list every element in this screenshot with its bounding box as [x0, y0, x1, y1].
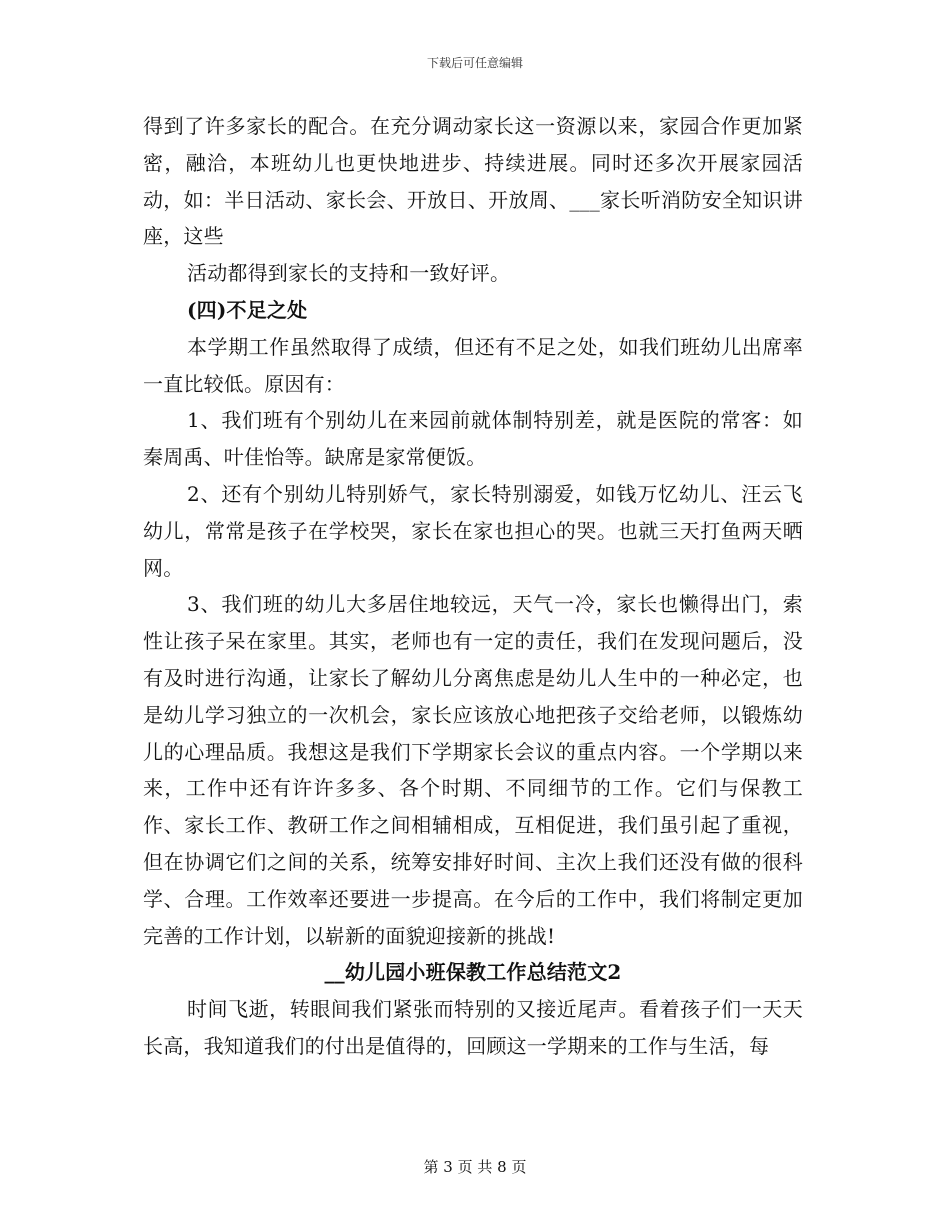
section-heading-shortcomings: (四)不足之处 [187, 297, 308, 322]
document-body [143, 108, 803, 1065]
paragraph-activities: 活动都得到家长的支持和一致好评。 [187, 261, 511, 286]
page-footer: 第 3 页 共 8 页 [423, 1158, 527, 1176]
page-header: 下载后可任意编辑 [426, 56, 523, 70]
paragraph-reason-2: 2、还有个别幼儿特别娇气，家长特别溺爱，如钱万忆幼儿、汪云飞幼儿，常常是孩子在学校哭，家长在家也担心的哭。也就三天打鱼两天晒网。 [143, 481, 803, 580]
paragraph-continuation: 得到了许多家长的配合。在充分调动家长这一资源以来，家园合作更加紧密，融洽，本班幼儿也更快地进步、持续进展。同时还多次开展家园活动，如：半日活动、家长会、开放日、开放周、___家长听消防安全知识讲座，这些 [143, 114, 803, 249]
paragraph-summary-2-intro: 时间飞逝，转眼间我们紧张而特别的又接近尾声。看着孩子们一天天长高，我知道我们的付出是值得的，回顾这一学期来的工作与生活，每 [143, 997, 803, 1058]
paragraph-reason-3: 3、我们班的幼儿大多居住地较远，天气一冷，家长也懒得出门，索性让孩子呆在家里。其实，老师也有一定的责任，我们在发现问题后，没有及时进行沟通，让家长了解幼儿分离焦虑是幼儿人生中的一种必定，也是幼儿学习独立的一次机会，家长应该放心地把孩子交给老师，以锻炼幼儿的心理品质。我想这是我们下学期家长会议的重点内容。一个学期以来来，工作中还有许许多多、各个时期、不同细节的工作。它们与保教工作、家长工作、教研工作之间相辅相成，互相促进，我们虽引起了重视，但在协调它们之间的关系，统筹安排好时间、主次上我们还没有做的很科学、合理。工作效率还要进一步提高。在今后的工作中，我们将制定更加完善的工作计划，以崭新的面貌迎接新的挑战! [143, 592, 803, 948]
paragraph-reason-1: 1、我们班有个别幼儿在来园前就体制特别差，就是医院的常客：如秦周禹、叶佳怡等。缺席是家常便饭。 [143, 408, 803, 470]
section-title-summary-2: __幼儿园小班保教工作总结范文2 [324, 960, 622, 985]
paragraph-shortcomings-intro: 本学期工作虽然取得了成绩，但还有不足之处，如我们班幼儿出席率一直比较低。原因有： [143, 334, 803, 396]
